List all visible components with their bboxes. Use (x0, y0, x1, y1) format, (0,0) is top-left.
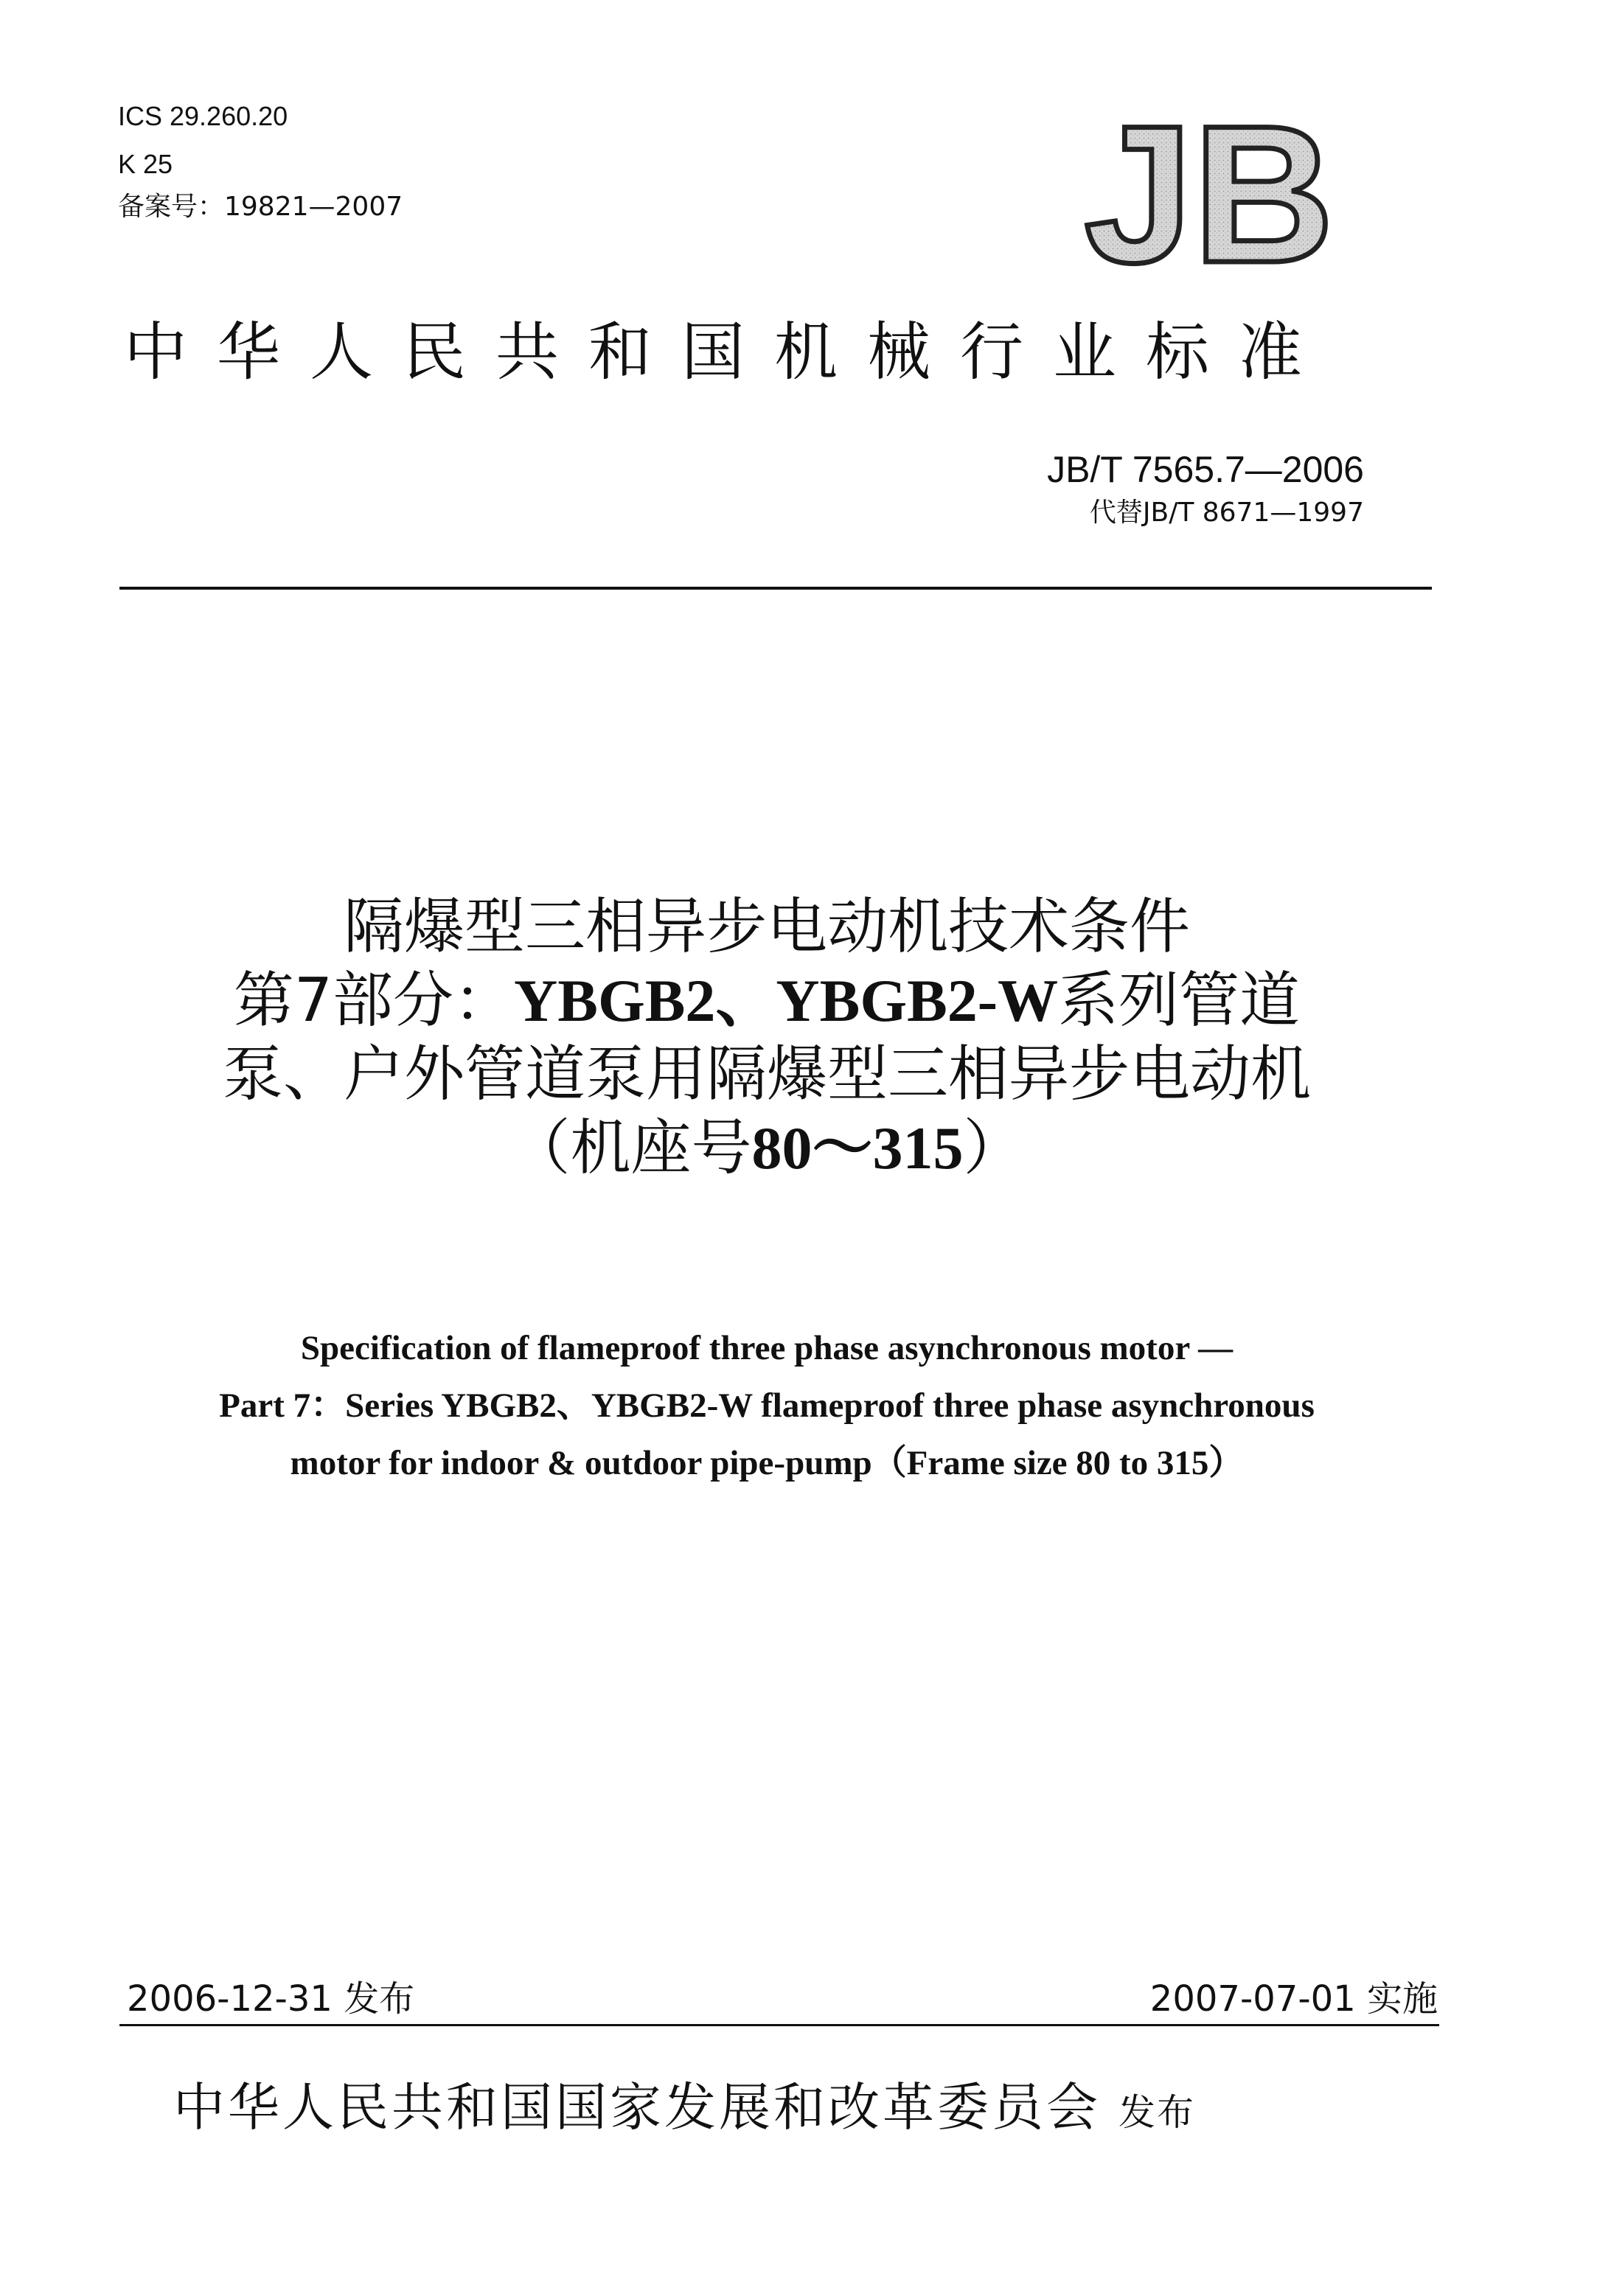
title-cn-frame-prefix: （机座号 (509, 1113, 752, 1183)
ics-code: ICS 29.260.20 (118, 101, 288, 131)
title-en-line-3: motor for indoor & outdoor pipe-pump（Frame size 80 to 315） (290, 1444, 1244, 1482)
title-cn-series-suffix: 系列管道 (1058, 966, 1301, 1036)
publisher-name: 中华人民共和国国家发展和改革委员会 (173, 2077, 1101, 2138)
title-cn-line-4 (111, 1112, 1423, 1185)
title-english (111, 1319, 1423, 1492)
title-cn-line-1: 隔爆型三相异步电动机技术条件 (343, 892, 1190, 962)
jb-logo (1054, 111, 1364, 280)
header-divider (119, 587, 1432, 590)
issue-date: 2006-12-31 发布 (127, 1978, 415, 2020)
title-cn-frame-suffix: ） (963, 1113, 1024, 1183)
footer-divider (119, 2024, 1439, 2026)
title-cn-frame-range: 80～315 (751, 1114, 964, 1182)
publisher-suffix: 发布 (1118, 2091, 1195, 2134)
title-cn-line-2 (111, 964, 1423, 1038)
filing-number: 备案号：19821—2007 (118, 192, 403, 222)
publisher (173, 2077, 1195, 2138)
title-en-line-2: Part 7：Series YBGB2、YBGB2-W flameproof three phase asynchronous (219, 1386, 1315, 1425)
title-chinese (111, 890, 1423, 1185)
implementation-date: 2007-07-01 实施 (1149, 1978, 1438, 2020)
industry-standard-title: 中华人民共和国机械行业标准 (124, 315, 1332, 389)
jb-logo-icon (1054, 111, 1364, 280)
title-en-line-1: Specification of flameproof three phase asynchronous motor — (300, 1329, 1234, 1367)
standard-number: JB/T 7565.7—2006 (1047, 449, 1364, 490)
title-cn-line-3: 泵、户外管道泵用隔爆型三相异步电动机 (222, 1039, 1311, 1109)
ccs-code: K 25 (118, 149, 173, 179)
replaces-standard: 代替JB/T 8671—1997 (1089, 498, 1364, 528)
title-cn-series: YBGB2、YBGB2-W (514, 967, 1059, 1034)
title-cn-part: 第7部分： (233, 966, 515, 1036)
jb-logo-text: JB (1084, 111, 1335, 280)
